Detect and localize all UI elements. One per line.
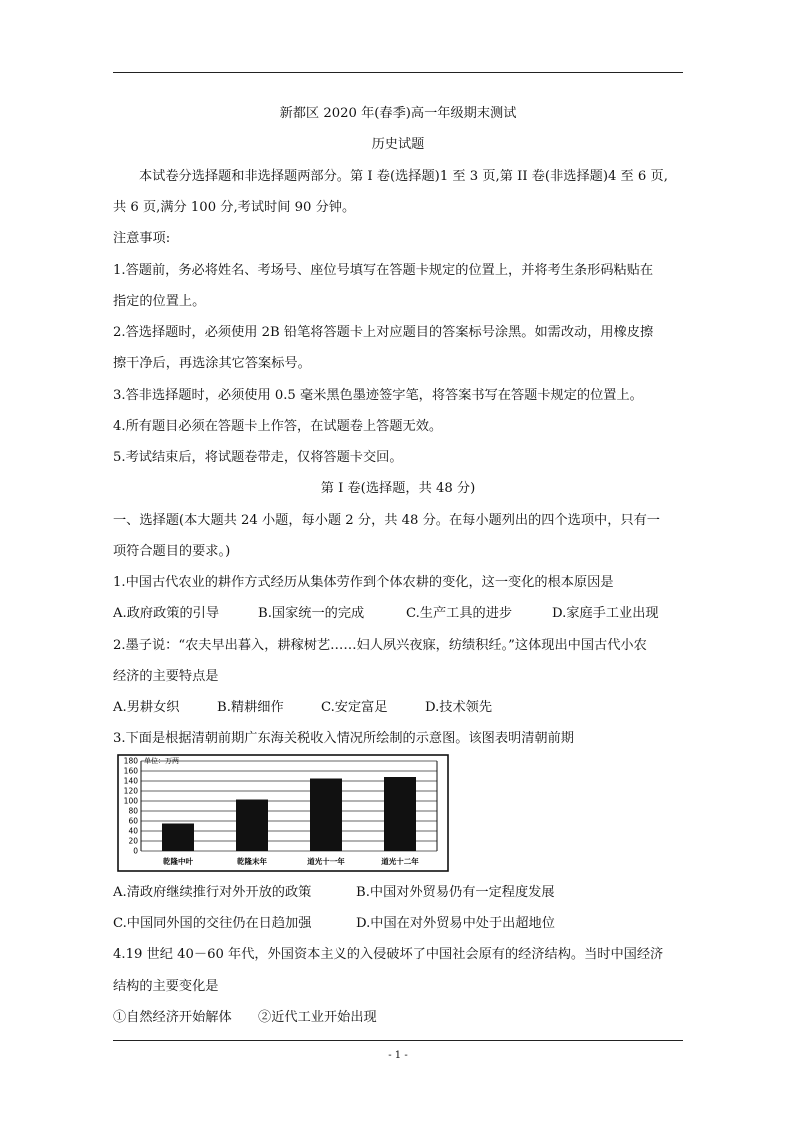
- bar: [384, 777, 416, 851]
- q2-stem-1: 2.墨子说：“农夫早出暮入，耕稼树艺……妇人夙兴夜寐，纺绩积纴。”这体现出中国古代小农: [113, 638, 647, 653]
- section1-line-1: 一、选择题(本大题共 24 小题，每小题 2 分，共 48 分。在每小题列出的四个选项中，只有一: [113, 513, 660, 528]
- customs-revenue-chart: [117, 754, 449, 872]
- q3-option-d: D.中国在对外贸易中处于出超地位: [356, 916, 555, 931]
- x-tick-label: 乾隆末年: [237, 857, 267, 866]
- y-tick-label: 120: [123, 786, 138, 796]
- notice-line-7: 5.考试结束后，将试题卷带走，仅将答题卡交回。: [113, 450, 403, 465]
- unit-label: 单位：万两: [144, 757, 179, 765]
- notice-heading: 注意事项:: [113, 231, 171, 246]
- q4-items: ①自然经济开始解体 ②近代工业开始出现: [113, 1010, 377, 1025]
- exam-title: 新都区 2020 年(春季)高一年级期末测试: [279, 106, 517, 121]
- y-tick-label: 80: [128, 806, 138, 816]
- q1-option-d: D.家庭手工业出现: [552, 606, 659, 621]
- y-tick-label: 180: [123, 756, 138, 766]
- y-tick-label: 100: [123, 796, 138, 806]
- bottom-rule: [113, 1040, 683, 1041]
- q2-option-b: B.精耕细作: [217, 700, 284, 715]
- q2-stem-2: 经济的主要特点是: [113, 669, 219, 684]
- bar: [236, 800, 268, 852]
- q1-option-b: B.国家统一的完成: [258, 606, 365, 621]
- q3-option-c: C.中国同外国的交往仍在日趋加强: [113, 916, 312, 931]
- q3-options-row-1: [113, 883, 683, 903]
- notice-line-2: 指定的位置上。: [113, 294, 206, 309]
- x-tick-label: 乾隆中叶: [163, 857, 193, 866]
- notice-line-1: 1.答题前，务必将姓名、考场号、座位号填写在答题卡规定的位置上，并将考生条形码粘贴在: [113, 263, 654, 278]
- y-tick-label: 0: [133, 846, 138, 856]
- q1-option-c: C.生产工具的进步: [406, 606, 513, 621]
- q2-option-a: A.男耕女织: [113, 700, 180, 715]
- q3-option-b: B.中国对外贸易仍有一定程度发展: [356, 885, 555, 900]
- notice-line-5: 3.答非选择题时，必须使用 0.5 毫米黑色墨迹签字笔，将答案书写在答题卡规定的位置上。: [113, 388, 643, 403]
- y-tick-label: 60: [128, 816, 138, 826]
- page-number: - 1 -: [388, 1050, 408, 1061]
- notice-line-3: 2.答选择题时，必须使用 2B 铅笔将答题卡上对应题目的答案标号涂黑。如需改动，用橡皮擦: [113, 325, 654, 340]
- q1-option-a: A.政府政策的引导: [113, 606, 220, 621]
- q1-options: [113, 604, 683, 624]
- x-tick-label: 道光十一年: [307, 857, 345, 866]
- q2-option-d: D.技术领先: [425, 700, 493, 715]
- bar: [162, 824, 194, 852]
- bar: [310, 779, 342, 852]
- y-tick-label: 40: [128, 826, 138, 836]
- intro-line-1: 本试卷分选择题和非选择题两部分。第 I 卷(选择题)1 至 3 页,第 II 卷(非选择题)4 至 6 页,: [139, 169, 668, 184]
- section1-line-2: 项符合题目的要求。): [113, 544, 231, 559]
- q2-options: [113, 698, 683, 718]
- q3-options-row-2: [113, 914, 683, 934]
- q4-stem-1: 4.19 世纪 40－60 年代，外国资本主义的入侵破坏了中国社会原有的经济结构。当时中国经济: [113, 947, 664, 962]
- notice-line-4: 擦干净后，再选涂其它答案标号。: [113, 356, 311, 371]
- bar-chart: [117, 754, 449, 872]
- x-tick-label: 道光十二年: [381, 857, 419, 866]
- y-tick-label: 20: [128, 836, 138, 846]
- q2-option-c: C.安定富足: [321, 700, 388, 715]
- q1-stem: 1.中国古代农业的耕作方式经历从集体劳作到个体农耕的变化，这一变化的根本原因是: [113, 575, 614, 590]
- q3-option-a: A.清政府继续推行对外开放的政策: [113, 885, 312, 900]
- y-tick-label: 160: [123, 766, 138, 776]
- top-rule: [113, 72, 683, 73]
- q4-stem-2: 结构的主要变化是: [113, 979, 219, 994]
- part1-heading: 第 I 卷(选择题，共 48 分): [320, 481, 476, 496]
- q3-stem: 3.下面是根据清朝前期广东海关税收入情况所绘制的示意图。该图表明清朝前期: [113, 731, 574, 746]
- subject-title: 历史试题: [371, 137, 425, 152]
- y-tick-label: 140: [123, 776, 138, 786]
- notice-line-6: 4.所有题目必须在答题卡上作答，在试题卷上答题无效。: [113, 419, 443, 434]
- intro-line-2: 共 6 页,满分 100 分,考试时间 90 分钟。: [113, 200, 356, 215]
